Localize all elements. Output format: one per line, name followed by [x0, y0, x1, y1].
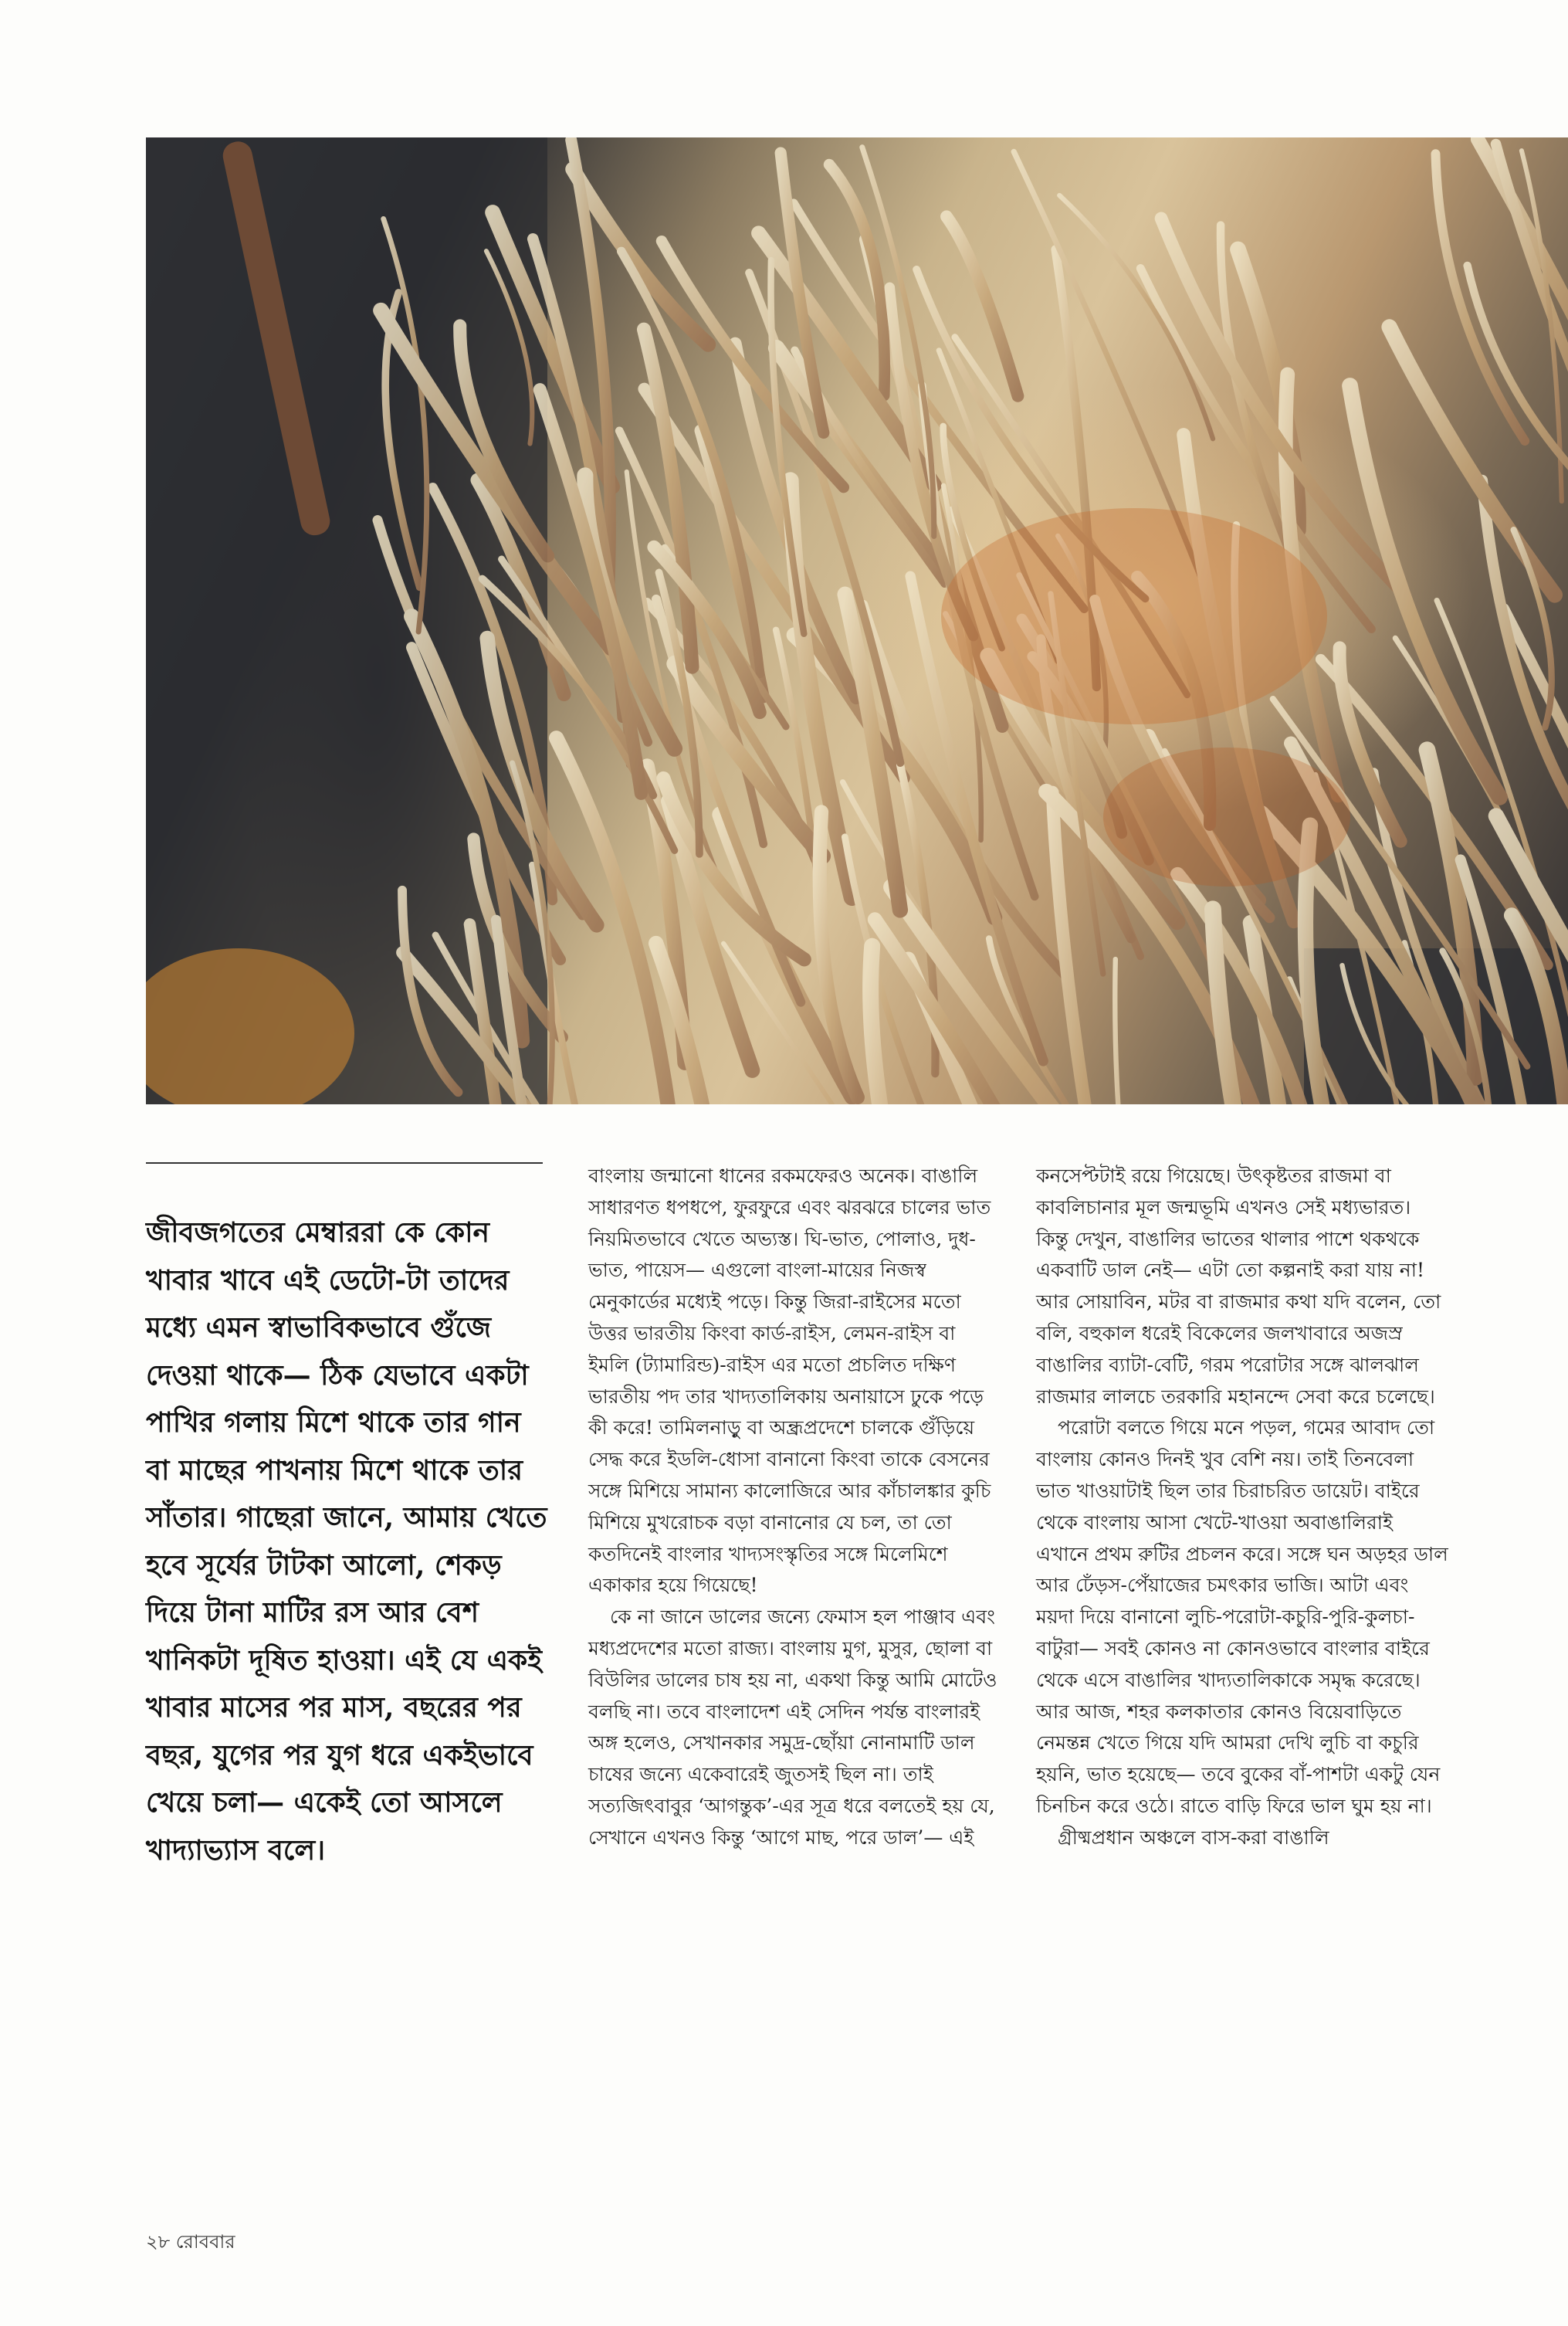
paragraph: পরোটা বলতে গিয়ে মনে পড়ল, গমের আবাদ তো বাংলায় কোনও দিনই খুব বেশি নয়। তাই তিনবেলা ভাত খাওয়াটাই ছিল তার চিরাচরিত ডায়েট। বাইরে থেকে বাংলায় আসা খেটে-খাওয়া অবাঙালিরাই এখানে প্রথম রুটির প্রচলন করে। সঙ্গে ঘন অড়হর ডাল আর ঢেঁড়স-পেঁয়াজের চমৎকার ভাজি। আটা এবং ময়দা দিয়ে বানানো লুচি-পরোটা-কচুরি-পুরি-কুলচা-বাটুরা— সবই কোনও না কোনওভাবে বাংলার বাইরে থেকে এসে বাঙালির খাদ্যতালিকাকে সমৃদ্ধ করেছে। আর আজ, শহর কলকাতার কোনও বিয়েবাড়িতে নেমন্তন্ন খেতে গিয়ে যদি আমরা দেখি লুচি বা কচুরি হয়নি, ভাত হয়েছে— তবে বুকের বাঁ-পাশটা একটু যেন চিনচিন করে ওঠে। রাতে বাড়ি ফিরে ভাল ঘুম হয় না। [1036, 1416, 1448, 1817]
fish-strand [947, 216, 1018, 395]
fish-strand [1390, 327, 1555, 595]
pull-quote-text: জীবজগতের মেম্বাররা কে কোন খাবার খাবে এই ডেটো-টা তাদের মধ্যে এমন স্বাভাবিকভাবে গুঁজে দেওয়া থাকে— ঠিক যেভাবে একটা পাখির গলায় মিশে থাকে তার গান বা মাছের পাখনায় মিশে থাকে তার সাঁতার। গাছেরা জানে, আমায় খেতে হবে সূর্যের টাটকা আলো, শেকড় দিয়ে টানা মাটির রস আর বেশ খানিকটা দূষিত হাওয়া। এই যে একই খাবার মাসের পর মাস, বছরের পর বছর, যুগের পর যুগ ধরে একইভাবে খেয়ে চলা— একেই তো আসলে খাদ্যাভ্যাস বলে। [146, 1216, 547, 1867]
dried-fish-photo [146, 137, 1568, 1104]
body-column-3 [1036, 1161, 1448, 1854]
page-folio: ২৮ রোববার [146, 2231, 235, 2253]
paragraph: কে না জানে ডালের জন্যে ফেমাস হল পাঞ্জাব এবং মধ্যপ্রদেশের মতো রাজ্য। বাংলায় মুগ, মুসুর, ছোলা বা বিউলির ডালের চাষ হয় না, একথা কিন্তু আমি মোটেও বলছি না। তবে বাংলাদেশ এই সেদিন পর্যন্ত বাংলারই অঙ্গ হলেও, সেখানকার সমুদ্র-ছোঁয়া নোনামাটি ডাল চাষের জন্যে একেবারেই জুতসই ছিল না। তাই সত্যজিৎবাবুর ‘আগন্তুক’-এর সূত্র ধরে বলতেই হয় যে, সেখানে এখনও কিন্তু ‘আগে মাছ, পরে ডাল’— এই [588, 1605, 997, 1849]
pull-quote [146, 1209, 547, 1874]
paragraph: কনসেপ্টটাই রয়ে গিয়েছে। উৎকৃষ্টতর রাজমা বা কাবলিচানার মূল জন্মভূমি এখনও সেই মধ্যভারত। কিন্তু দেখুন, বাঙালির ভাতের থালার পাশে থকথকে একবাটি ডাল নেই— এটা তো কল্পনাই করা যায় না! আর সোয়াবিন, মটর বা রাজমার কথা যদি বলেন, তো বলি, বহুকাল ধরেই বিকেলের জলখাবারে অজস্র বাঙালির ব্যাটা-বেটি, গরম পরোটার সঙ্গে ঝালঝাল রাজমার লালচে তরকারি মহানন্দে সেবা করে চলেছে। [1036, 1165, 1441, 1408]
paragraph: বাংলায় জন্মানো ধানের রকমফেরও অনেক। বাঙালি সাধারণত ধপধপে, ফুরফুরে এবং ঝরঝরে চালের ভাত নিয়মিতভাবে খেতে অভ্যস্ত। ঘি-ভাত, পোলাও, দুধ-ভাত, পায়েস— এগুলো বাংলা-মায়ের নিজস্ব মেনুকার্ডের মধ্যেই পড়ে। কিন্তু জিরা-রাইসের মতো উত্তর ভারতীয় কিংবা কার্ড-রাইস, লেমন-রাইস বা ইমলি (ট্যামারিন্ড)-রাইস এর মতো প্রচলিত দক্ষিণ ভারতীয় পদ তার খাদ্যতালিকায় অনায়াসে ঢুকে পড়ে কী করে! তামিলনাড়ু বা অন্ধ্রপ্রদেশে চালকে গুঁড়িয়ে সেদ্ধ করে ইডলি-ধোসা বানানো কিংবা তাকে বেসনের সঙ্গে মিশিয়ে সামান্য কালোজিরে আর কাঁচালঙ্কার কুচি মিশিয়ে মুখরোচক বড়া বানানোর যে চল, তা তো কতদিনেই বাংলার খাদ্যসংস্কৃতির সঙ্গে মিলেমিশে একাকার হয়ে গিয়েছে! [588, 1165, 991, 1597]
fish-strand [1350, 386, 1500, 798]
fish-strand [1115, 959, 1163, 1104]
fish-strand [1059, 195, 1213, 439]
pull-quote-rule [146, 1162, 543, 1164]
photo-texture [146, 137, 1568, 1104]
paragraph: গ্রীষ্মপ্রধান অঞ্চলে বাস-করা বাঙালি [1058, 1826, 1329, 1849]
body-column-2 [588, 1161, 1001, 1854]
